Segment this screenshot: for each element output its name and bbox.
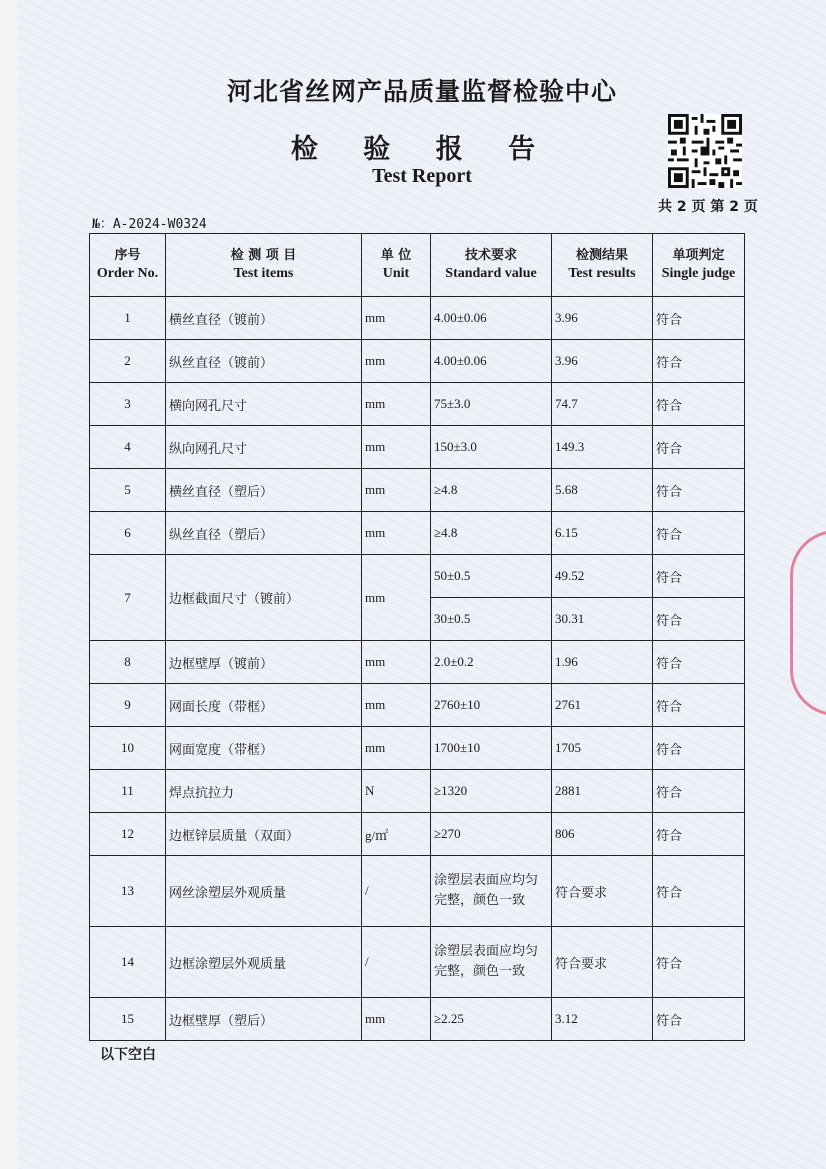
judge: 符合 — [653, 383, 745, 426]
table-header-row — [90, 234, 745, 297]
order-no: 4 — [90, 426, 166, 469]
unit: mm — [362, 297, 431, 340]
judge: 符合 — [653, 770, 745, 813]
order-no: 9 — [90, 684, 166, 727]
test-result: 符合要求 — [552, 856, 653, 927]
table-row — [90, 426, 745, 469]
table-row — [90, 856, 745, 927]
test-result: 3.12 — [552, 998, 653, 1041]
judge: 符合 — [653, 469, 745, 512]
standard-value: 2.0±0.2 — [431, 641, 552, 684]
standard-value: ≥1320 — [431, 770, 552, 813]
order-no: 14 — [90, 927, 166, 998]
judge: 符合 — [653, 813, 745, 856]
header-unit: 单 位 Unit — [362, 234, 431, 297]
standard-value: ≥4.8 — [431, 512, 552, 555]
judge: 符合 — [653, 856, 745, 927]
organization-title: 河北省丝网产品质量监督检验中心 — [226, 77, 617, 106]
table-row — [90, 340, 745, 383]
standard-value: 75±3.0 — [431, 383, 552, 426]
header-single-judge: 单项判定 Single judge — [653, 234, 745, 297]
table-row — [90, 813, 745, 856]
table-row — [90, 469, 745, 512]
header-test-items: 检 测 项 目 Test items — [166, 234, 362, 297]
unit: mm — [362, 469, 431, 512]
order-no: 11 — [90, 770, 166, 813]
unit: mm — [362, 340, 431, 383]
standard-value: ≥270 — [431, 813, 552, 856]
test-item: 纵向网孔尺寸 — [166, 426, 362, 469]
test-result: 74.7 — [552, 383, 653, 426]
unit: / — [362, 856, 431, 927]
order-no: 3 — [90, 383, 166, 426]
test-result: 2881 — [552, 770, 653, 813]
unit: mm — [362, 512, 431, 555]
header-order-no: 序号 Order No. — [90, 234, 166, 297]
standard-value: 涂塑层表面应均匀完整，颜色一致 — [431, 927, 552, 998]
unit: g/㎡ — [362, 813, 431, 856]
test-item: 边框壁厚（塑后） — [166, 998, 362, 1041]
standard-value: 涂塑层表面应均匀完整，颜色一致 — [431, 856, 552, 927]
standard-value: ≥4.8 — [431, 469, 552, 512]
order-no: 12 — [90, 813, 166, 856]
unit: mm — [362, 555, 431, 641]
table-row — [90, 512, 745, 555]
header-standard-value: 技术要求 Standard value — [431, 234, 552, 297]
test-result: 1.96 — [552, 641, 653, 684]
test-result: 30.31 — [552, 598, 653, 641]
standard-value: 2760±10 — [431, 684, 552, 727]
test-item: 焊点抗拉力 — [166, 770, 362, 813]
page-info: 共 2 页 第 2 页 — [658, 199, 758, 215]
test-item: 网丝涂塑层外观质量 — [166, 856, 362, 927]
table-row — [90, 641, 745, 684]
standard-value: 4.00±0.06 — [431, 340, 552, 383]
table-row — [90, 770, 745, 813]
unit: mm — [362, 383, 431, 426]
test-result: 符合要求 — [552, 927, 653, 998]
test-item: 边框涂塑层外观质量 — [166, 927, 362, 998]
report-title-en: Test Report — [372, 165, 472, 187]
test-result: 3.96 — [552, 297, 653, 340]
blank-below-note: 以下空白 — [100, 1047, 156, 1063]
table-row — [90, 927, 745, 998]
judge: 符合 — [653, 727, 745, 770]
test-result: 49.52 — [552, 555, 653, 598]
order-no: 8 — [90, 641, 166, 684]
judge: 符合 — [653, 555, 745, 598]
judge: 符合 — [653, 598, 745, 641]
judge: 符合 — [653, 297, 745, 340]
standard-value: ≥2.25 — [431, 998, 552, 1041]
test-item: 边框锌层质量（双面） — [166, 813, 362, 856]
test-results-table — [89, 233, 745, 1041]
test-item: 边框壁厚（镀前） — [166, 641, 362, 684]
test-result: 3.96 — [552, 340, 653, 383]
test-result: 5.68 — [552, 469, 653, 512]
test-item: 纵丝直径（镀前） — [166, 340, 362, 383]
test-item: 纵丝直径（塑后） — [166, 512, 362, 555]
red-seal-stamp — [790, 530, 826, 716]
table-row — [90, 297, 745, 340]
table-row — [90, 727, 745, 770]
test-item: 横丝直径（镀前） — [166, 297, 362, 340]
judge: 符合 — [653, 340, 745, 383]
test-result: 149.3 — [552, 426, 653, 469]
judge: 符合 — [653, 927, 745, 998]
unit: N — [362, 770, 431, 813]
test-item: 横丝直径（塑后） — [166, 469, 362, 512]
order-no: 1 — [90, 297, 166, 340]
standard-value: 4.00±0.06 — [431, 297, 552, 340]
judge: 符合 — [653, 512, 745, 555]
test-item: 边框截面尺寸（镀前） — [166, 555, 362, 641]
header-test-results: 检测结果 Test results — [552, 234, 653, 297]
table-row — [90, 383, 745, 426]
test-result: 2761 — [552, 684, 653, 727]
test-result: 1705 — [552, 727, 653, 770]
unit: mm — [362, 426, 431, 469]
test-result: 6.15 — [552, 512, 653, 555]
unit: mm — [362, 998, 431, 1041]
order-no: 2 — [90, 340, 166, 383]
test-item: 网面长度（带框） — [166, 684, 362, 727]
order-no: 7 — [90, 555, 166, 641]
standard-value: 150±3.0 — [431, 426, 552, 469]
standard-value: 1700±10 — [431, 727, 552, 770]
judge: 符合 — [653, 426, 745, 469]
order-no: 5 — [90, 469, 166, 512]
report-title-cn: 检 验 报 告 — [290, 134, 554, 165]
order-no: 15 — [90, 998, 166, 1041]
judge: 符合 — [653, 998, 745, 1041]
unit: / — [362, 927, 431, 998]
standard-value: 30±0.5 — [431, 598, 552, 641]
unit: mm — [362, 641, 431, 684]
judge: 符合 — [653, 684, 745, 727]
test-item: 横向网孔尺寸 — [166, 383, 362, 426]
report-number: №：A-2024-W0324 — [92, 217, 207, 232]
order-no: 13 — [90, 856, 166, 927]
unit: mm — [362, 727, 431, 770]
order-no: 10 — [90, 727, 166, 770]
qr-code-icon — [668, 114, 742, 188]
test-result: 806 — [552, 813, 653, 856]
table-row — [90, 684, 745, 727]
order-no: 6 — [90, 512, 166, 555]
judge: 符合 — [653, 641, 745, 684]
table-row — [90, 998, 745, 1041]
test-item: 网面宽度（带框） — [166, 727, 362, 770]
unit: mm — [362, 684, 431, 727]
standard-value: 50±0.5 — [431, 555, 552, 598]
table-row — [90, 555, 745, 598]
